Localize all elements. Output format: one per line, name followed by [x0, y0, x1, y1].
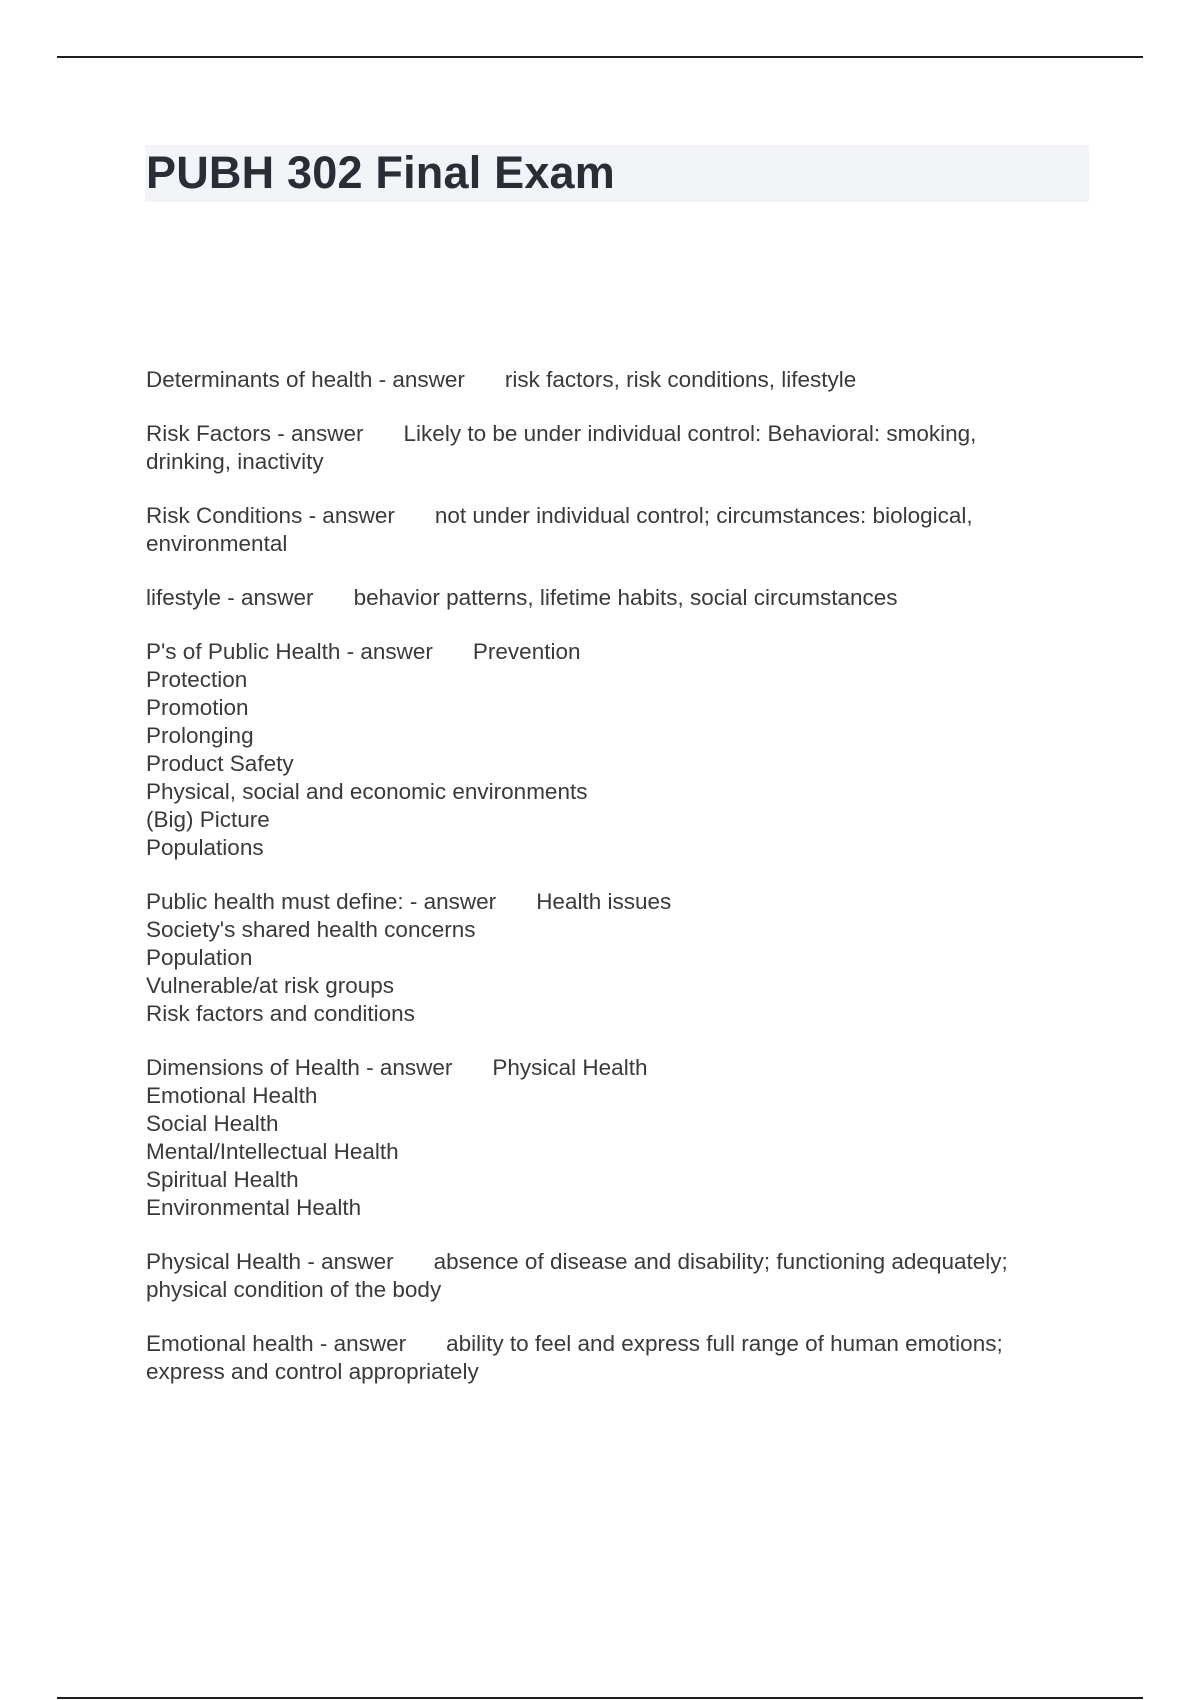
entry-answer-line: Population	[146, 945, 253, 970]
entry-answer-line: Physical, social and economic environments	[146, 779, 588, 804]
entry-answer-line: behavior patterns, lifetime habits, social circumstances	[353, 585, 898, 610]
entry-term: Physical Health - answer	[146, 1249, 394, 1274]
entry-answer-line: physical condition of the body	[146, 1277, 442, 1302]
entry-answer-line: Product Safety	[146, 751, 294, 776]
entry-answer-line: environmental	[146, 531, 288, 556]
entry-answer-line: risk factors, risk conditions, lifestyle	[504, 367, 857, 392]
entry-term: P's of Public Health - answer	[146, 639, 433, 664]
top-rule	[57, 56, 1143, 58]
flashcard-entry	[146, 638, 1086, 862]
entry-answer-line: Society's shared health concerns	[146, 917, 476, 942]
entry-answer-line: Physical Health	[492, 1055, 648, 1080]
flashcard-entry	[146, 502, 1086, 558]
flashcard-entry	[146, 1248, 1086, 1304]
entry-term: lifestyle - answer	[146, 585, 314, 610]
entry-answer-line: Prolonging	[146, 723, 254, 748]
entry-answer-line: Social Health	[146, 1111, 279, 1136]
entry-term: Risk Factors - answer	[146, 421, 364, 446]
entry-answer-line: Health issues	[536, 889, 672, 914]
entry-answer-line: Protection	[146, 667, 248, 692]
flashcard-entry	[146, 888, 1086, 1028]
entry-answer-line: Spiritual Health	[146, 1167, 299, 1192]
entry-answer-line: absence of disease and disability; functioning adequately;	[433, 1249, 1008, 1274]
entry-answer-line: (Big) Picture	[146, 807, 270, 832]
entry-answer-line: Vulnerable/at risk groups	[146, 973, 395, 998]
entry-answer-line: Likely to be under individual control: Behavioral: smoking,	[403, 421, 977, 446]
page-title: PUBH 302 Final Exam	[146, 147, 615, 198]
entry-answer-line: Environmental Health	[146, 1195, 362, 1220]
flashcard-entry	[146, 420, 1086, 476]
entry-term: Emotional health - answer	[146, 1331, 407, 1356]
entry-term: Public health must define: - answer	[146, 889, 497, 914]
entry-answer-line: express and control appropriately	[146, 1359, 479, 1384]
flashcard-entry	[146, 1054, 1086, 1222]
entry-answer-line: Mental/Intellectual Health	[146, 1139, 399, 1164]
entry-answer-line: Promotion	[146, 695, 249, 720]
entry-term: Determinants of health - answer	[146, 367, 465, 392]
entry-answer-line: Emotional Health	[146, 1083, 318, 1108]
flashcard-entry	[146, 366, 1086, 394]
entry-answer-line: ability to feel and express full range of human emotions;	[446, 1331, 1003, 1356]
flashcard-list	[146, 366, 1086, 1412]
entry-term: Dimensions of Health - answer	[146, 1055, 453, 1080]
entry-answer-line: drinking, inactivity	[146, 449, 324, 474]
entry-answer-line: Prevention	[472, 639, 581, 664]
bottom-rule	[57, 1697, 1143, 1699]
entry-answer-line: Risk factors and conditions	[146, 1001, 415, 1026]
flashcard-entry	[146, 584, 1086, 612]
entry-answer-line: not under individual control; circumstances: biological,	[434, 503, 973, 528]
entry-answer-line: Populations	[146, 835, 264, 860]
flashcard-entry	[146, 1330, 1086, 1386]
entry-term: Risk Conditions - answer	[146, 503, 395, 528]
